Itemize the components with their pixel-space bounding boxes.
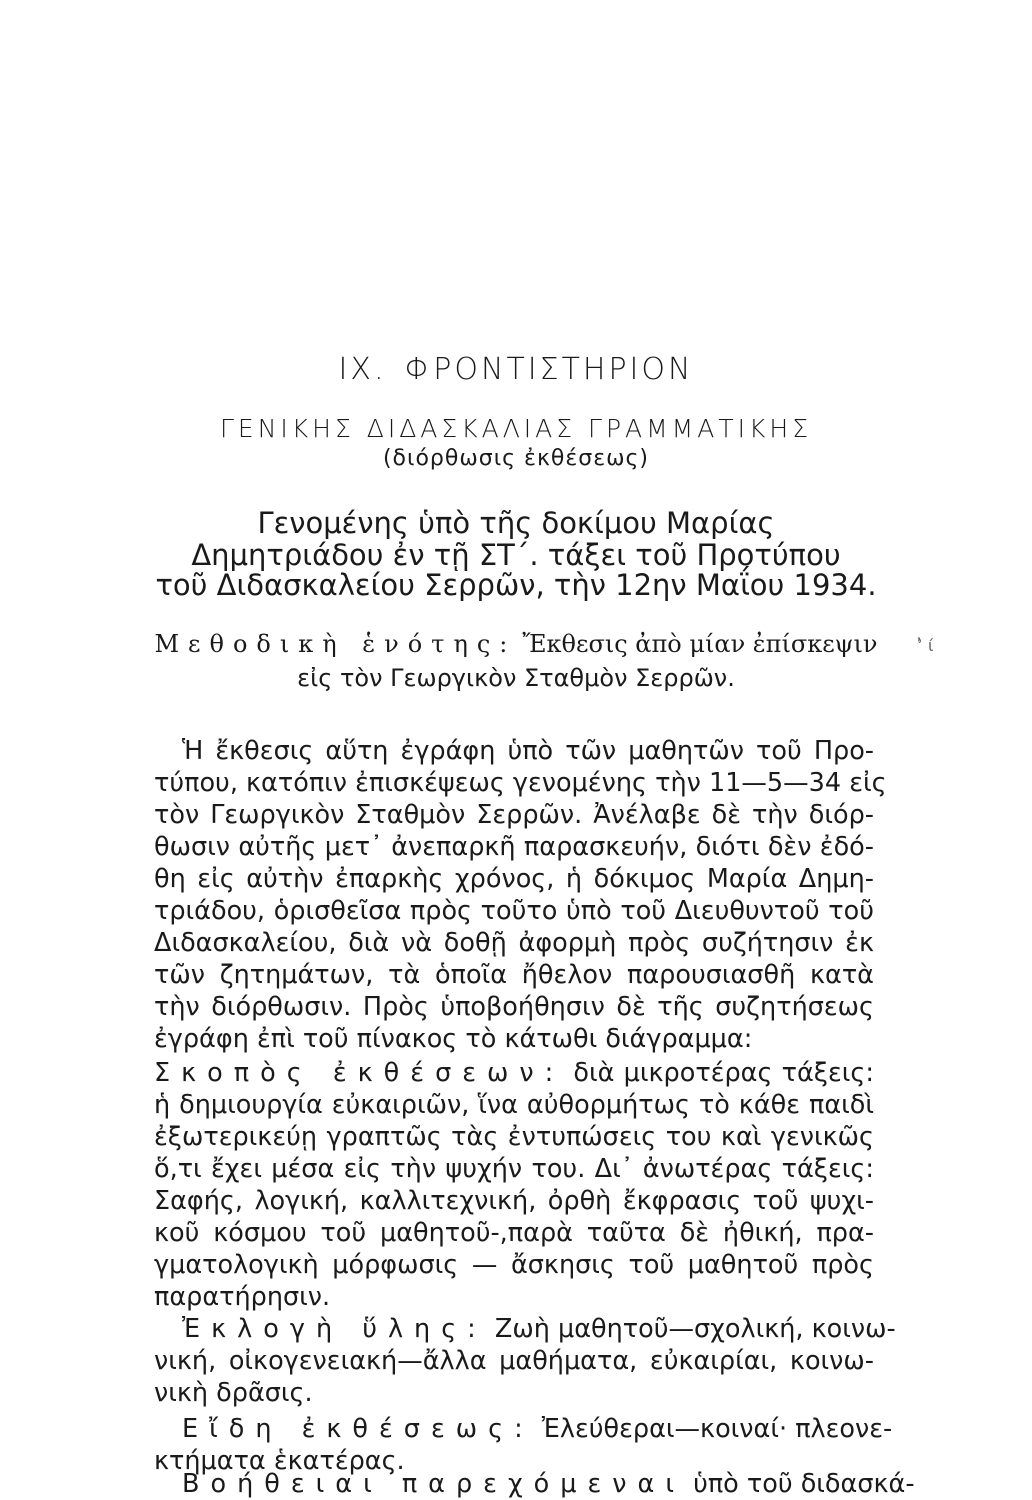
ekloge-label: Ἐκλογὴ ὕλης: <box>182 1314 487 1344</box>
margin-mark: ʾ̓ ί <box>918 636 934 655</box>
voitheiai-label: Βοήθειαι παρεχόμεναι <box>182 1469 685 1499</box>
body-line: Σαφής, λογική, καλλιτεχνική, ὀρθὴ ἔκφρασις τοῦ ψυχι- <box>154 1186 874 1216</box>
body-line: γματολογικὴ μόρφωσις — ἄσκησις τοῦ μαθητοῦ πρὸς <box>154 1250 874 1280</box>
eide-text: Ἐλεύθεραι—κοιναί· πλεονε- <box>541 1414 893 1444</box>
methodical-unit <box>0 630 1032 658</box>
body-line: κτήματα ἑκατέρας. <box>154 1446 405 1476</box>
skopos-label: Σκοπὸς ἐκθέσεων: <box>154 1058 565 1088</box>
body-line: ἡ δημιουργία εὐκαιριῶν, ἵνα αὐθορμήτως τὸ κάθε παιδὶ <box>154 1090 874 1120</box>
skopos-text: διὰ μικροτέρας τάξεις: <box>573 1058 874 1088</box>
chapter-number: IX. <box>338 352 387 387</box>
body-line: ἐγράφη ἐπὶ τοῦ πίνακος τὸ κάτωθι διάγραμμα: <box>154 1024 753 1054</box>
chapter-heading <box>0 352 1032 387</box>
body-line: τὴν διόρθωσιν. Πρὸς ὑποβοήθησιν δὲ τῆς συζητήσεως <box>154 992 874 1022</box>
voitheiai-text: ὑπὸ τοῦ διδασκά- <box>693 1469 915 1499</box>
eide-label: Εἴδη ἐκθέσεως: <box>182 1414 534 1444</box>
voitheiai-line <box>182 1469 915 1499</box>
ekloge-line <box>182 1314 896 1344</box>
body-line: κοῦ κόσμου τοῦ μαθητοῦ-,παρὰ ταῦτα δὲ ἠθική, πρα- <box>154 1218 874 1248</box>
body-line: Ἡ ἔκθεσις αὕτη ἐγράφη ὑπὸ τῶν μαθητῶν τοῦ Προ- <box>182 736 874 766</box>
ekloge-text: Ζωὴ μαθητοῦ—σχολική, κοινω- <box>494 1314 896 1344</box>
parenthetical-note: (διόρθωσις ἐκθέσεως) <box>382 446 650 471</box>
body-line: τριάδου, ὁρισθεῖσα πρὸς τοῦτο ὑπὸ τοῦ Διευθυντοῦ τοῦ <box>154 896 874 926</box>
body-line: τὸν Γεωργικὸν Σταθμὸν Σερρῶν. Ἀνέλαβε δὲ τὴν διόρ- <box>154 800 874 830</box>
body-line: νική, οἰκογενειακή—ἄλλα μαθήματα, εὐκαιρίαι, κοινω- <box>154 1346 874 1376</box>
body-line: νικὴ δρᾶσις. <box>154 1378 313 1408</box>
byline-line-1: Γενομένης ὑπὸ τῆς δοκίμου Μαρίας <box>257 506 775 540</box>
byline-line-2: Δημητριάδου ἐν τῇ ΣΤ΄. τάξει τοῦ Προτύπου <box>191 538 841 572</box>
section-subtitle: ΓΕΝΙΚΗΣ ΔΙΔΑΣΚΑΛΙΑΣ ΓΡΑΜΜΑΤΙΚΗΣ <box>219 414 812 443</box>
body-line: παρατήρησιν. <box>154 1282 331 1312</box>
body-line: ἐξωτερικεύῃ γραπτῶς τὰς ἐντυπώσεις του καὶ γενικῶς <box>154 1122 874 1152</box>
eide-line <box>182 1414 893 1444</box>
body-line: θη εἰς αὐτὴν ἐπαρκὴς χρόνος, ἡ δόκιμος Μαρία Δημη- <box>154 864 874 894</box>
methodical-unit-text: Ἔκθεσις ἀπὸ μίαν ἐπίσκεψιν <box>522 630 878 658</box>
body-line: τύπου, κατόπιν ἐπισκέψεως γενομένης τὴν 11—5—34 εἰς <box>154 768 887 798</box>
chapter-title: ΦΡΟΝΤΙΣΤΗΡΙΟΝ <box>404 352 694 387</box>
skopos-line <box>154 1058 874 1088</box>
body-line: ὅ,τι ἔχει μέσα εἰς τὴν ψυχήν του. Δι᾽ ἀνωτέρας τάξεις: <box>154 1154 874 1184</box>
body-line: Διδασκαλείου, διὰ νὰ δοθῇ ἀφορμὴ πρὸς συζήτησιν ἐκ <box>154 928 874 958</box>
methodical-unit-line-2: εἰς τὸν Γεωργικὸν Σταθμὸν Σερρῶν. <box>297 664 735 692</box>
methodical-unit-label: Μεθοδικὴ ἑνότης: <box>154 630 517 658</box>
byline-line-3: τοῦ Διδασκαλείου Σερρῶν, τὴν 12ην Μαΐου 1934. <box>155 568 877 602</box>
body-line: τῶν ζητημάτων, τὰ ὁποῖα ἤθελον παρουσιασθῆ κατὰ <box>154 960 874 990</box>
body-line: θωσιν αὐτῆς μετ᾽ ἀνεπαρκῆ παρασκευήν, διότι δὲν ἐδό- <box>154 832 874 862</box>
